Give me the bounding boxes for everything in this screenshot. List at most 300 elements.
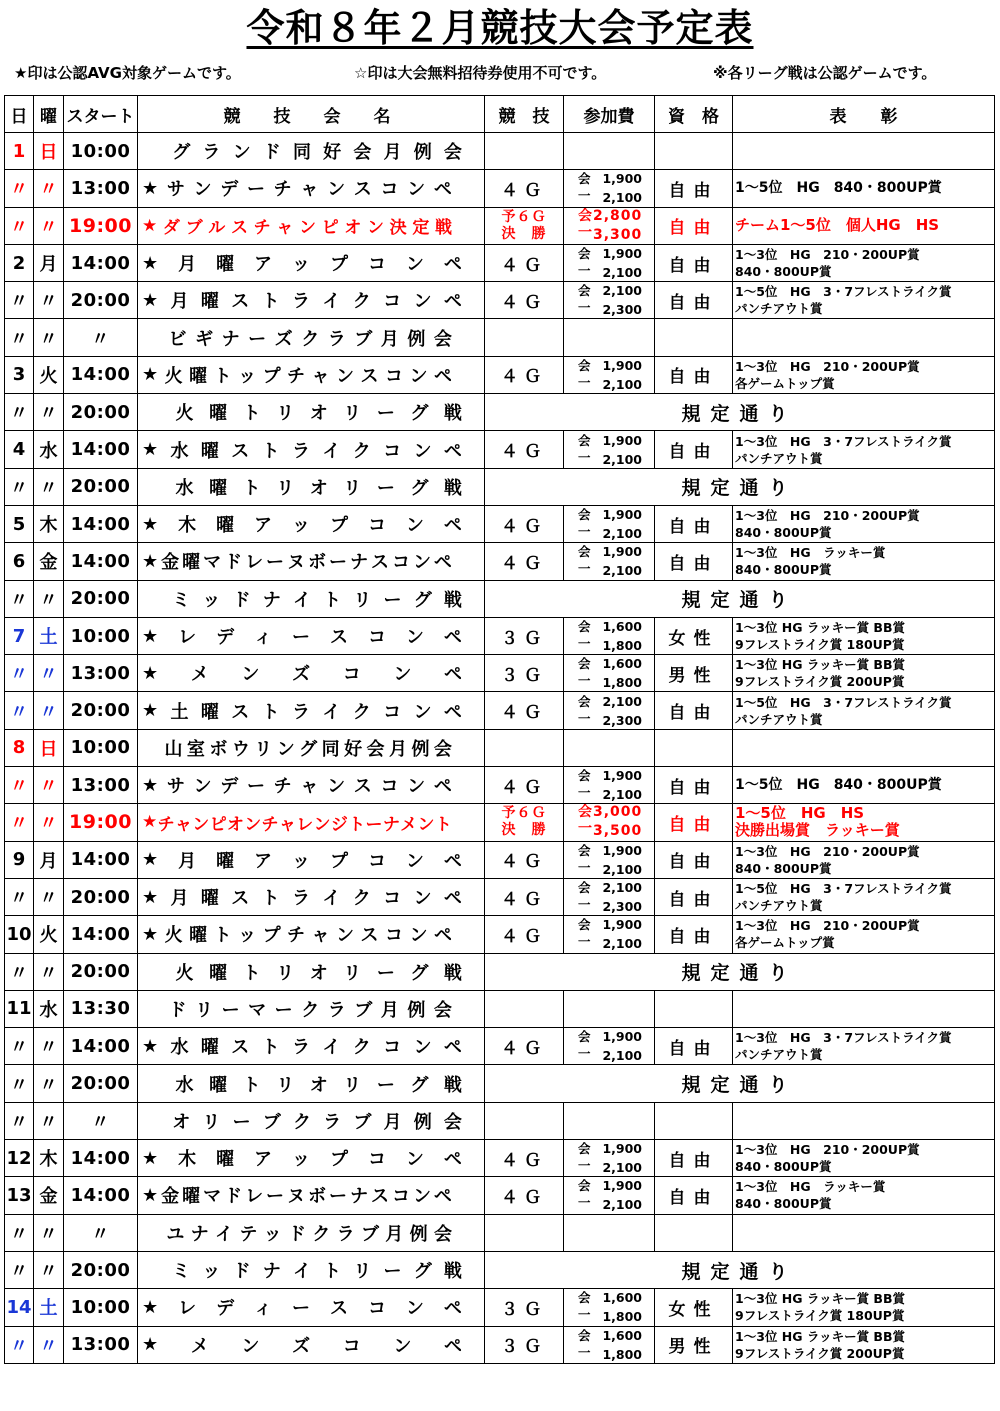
cell-day: 〃: [5, 804, 34, 841]
cell-start-time: 14:00: [64, 505, 138, 542]
game-count-line: ４Ｇ: [501, 703, 547, 724]
cell-awards: [733, 617, 995, 654]
cell-qualification: 自由: [655, 692, 733, 729]
fee-line: 会 1,900: [578, 357, 642, 373]
award-line: 1～5位 HG 840・800UP賞: [735, 179, 942, 196]
event-name-text: ★ 土 曜 ス ト ラ イ ク コ ン ペ: [142, 700, 462, 723]
cell-qualification: 男性: [655, 1326, 733, 1363]
award-line: 各ゲームトップ賞: [735, 375, 835, 391]
cell-game-count: [485, 431, 564, 468]
cell-game-count: [485, 1214, 564, 1251]
game-count-line: ４Ｇ: [501, 1150, 547, 1171]
event-name-text: グ ラ ン ド 同 好 会 月 例 会: [172, 142, 462, 164]
cell-start-time: 20:00: [64, 878, 138, 915]
cell-qualification: 自由: [655, 767, 733, 804]
cell-awards: [733, 1140, 995, 1177]
event-name-text: ★ 水 曜 ス ト ラ イ ク コ ン ペ: [142, 439, 462, 462]
cell-day: 9: [5, 841, 34, 878]
cell-day: 〃: [5, 655, 34, 692]
event-name-text: ミ ッ ド ナ イ ト リ ー グ 戦: [172, 1261, 462, 1283]
cell-qualification: 自由: [655, 356, 733, 393]
event-name-text: ★ メ ン ズ コ ン ペ: [142, 1334, 462, 1357]
cell-fee: [564, 1102, 655, 1139]
cell-weekday: 水: [34, 431, 64, 468]
table-row: [5, 990, 995, 1027]
game-count-line: ４Ｇ: [501, 1038, 547, 1059]
game-count-line: ４Ｇ: [501, 852, 547, 873]
table-row: [5, 1251, 995, 1288]
cell-day: 〃: [5, 1251, 34, 1288]
table-row: [5, 505, 995, 542]
fee-line: 会 2,100: [578, 693, 642, 709]
cell-weekday: 土: [34, 1289, 64, 1326]
note-official: ★印は公認AVG対象ゲームです。: [14, 64, 241, 82]
cell-day: 2: [5, 244, 34, 281]
cell-event-name: [138, 244, 485, 281]
header-cell: 競 技 会 名: [138, 96, 485, 133]
table-row: [5, 767, 995, 804]
cell-day: 〃: [5, 692, 34, 729]
cell-event-name: [138, 1326, 485, 1363]
cell-day: 3: [5, 356, 34, 393]
cell-weekday: 〃: [34, 767, 64, 804]
fee-line: 一 1,800: [578, 673, 642, 691]
table-row: [5, 356, 995, 393]
event-name-text: ★ 月 曜 ス ト ラ イ ク コ ン ペ: [142, 289, 462, 313]
table-row: [5, 729, 995, 766]
award-line: 各ゲームトップ賞: [735, 935, 835, 951]
cell-game-count: [485, 729, 564, 766]
cell-weekday: 〃: [34, 692, 64, 729]
event-name-text: 山 室 ボ ウ リ ン グ 同 好 会 月 例 会: [164, 738, 452, 760]
event-name-text: ミ ッ ド ナ イ ト リ ー グ 戦: [172, 589, 462, 611]
cell-fee: [564, 1289, 655, 1326]
fee-line: 会 1,600: [578, 1290, 642, 1306]
fee-line: 一 2,300: [578, 300, 642, 318]
game-count-line: 決 勝: [501, 225, 547, 242]
cell-day: 〃: [5, 1065, 34, 1102]
cell-weekday: 月: [34, 244, 64, 281]
cell-qualification: 自由: [655, 878, 733, 915]
cell-awards: [733, 133, 995, 170]
game-count-line: ３Ｇ: [501, 1299, 547, 1320]
cell-fee: [564, 282, 655, 319]
game-count-line: ４Ｇ: [501, 367, 547, 388]
award-line: 1～3位 HG ラッキー賞 BB賞: [735, 657, 905, 673]
fee-line: 会 1,900: [578, 1178, 642, 1194]
cell-fee: [564, 505, 655, 542]
cell-event-name: [138, 841, 485, 878]
cell-start-time: 14:00: [64, 916, 138, 953]
cell-day: 〃: [5, 468, 34, 505]
fee-line: 会 1,900: [578, 507, 642, 523]
table-row: [5, 282, 995, 319]
fee-line: 会 1,900: [578, 246, 642, 262]
cell-awards: [733, 1102, 995, 1139]
cell-fee: [564, 1326, 655, 1363]
fee-line: 一 1,800: [578, 636, 642, 653]
cell-fee: [564, 207, 655, 244]
cell-event-name: [138, 617, 485, 654]
cell-awards: [733, 804, 995, 841]
event-name-text: ★ 木 曜 ア ッ プ コ ン ペ: [142, 1147, 462, 1171]
cell-fee: [564, 878, 655, 915]
fee-line: 一 2,100: [578, 1158, 642, 1176]
cell-qualification: 男性: [655, 655, 733, 692]
cell-weekday: 〃: [34, 1102, 64, 1139]
cell-event-name: [138, 543, 485, 580]
cell-game-count: [485, 841, 564, 878]
cell-start-time: 19:00: [64, 804, 138, 841]
cell-fee: [564, 1140, 655, 1177]
cell-start-time: 20:00: [64, 394, 138, 431]
game-count-line: ４Ｇ: [501, 292, 547, 313]
cell-awards: [733, 1326, 995, 1363]
header-cell: 参加費: [564, 96, 655, 133]
award-line: 1～3位 HG 3・7フレストライク賞: [735, 1030, 952, 1046]
cell-awards: [733, 244, 995, 281]
cell-qualification: 自由: [655, 1028, 733, 1065]
cell-start-time: 14:00: [64, 543, 138, 580]
cell-day: 5: [5, 505, 34, 542]
event-name-text: 火 曜 ト リ オ リ ー グ 戦: [175, 403, 462, 425]
cell-awards: [733, 543, 995, 580]
award-line: 1～3位 HG 210・200UP賞: [735, 1142, 920, 1158]
cell-qualification: 自由: [655, 804, 733, 841]
game-count-line: 予６Ｇ: [501, 208, 547, 225]
cell-day: 〃: [5, 170, 34, 207]
fee-line: 一 2,100: [578, 561, 642, 579]
table-row: [5, 1326, 995, 1363]
cell-game-count: [485, 505, 564, 542]
table-row: [5, 655, 995, 692]
fee-line: 会 1,900: [578, 544, 642, 560]
table-row: [5, 1102, 995, 1139]
table-row: [5, 617, 995, 654]
cell-start-time: 20:00: [64, 580, 138, 617]
cell-qualification: [655, 990, 733, 1027]
award-line: 1～3位 HG ラッキー賞: [735, 545, 886, 561]
cell-day: 7: [5, 617, 34, 654]
schedule-table: [4, 95, 995, 1364]
table-row: [5, 804, 995, 841]
cell-start-time: 14:00: [64, 356, 138, 393]
cell-event-name: [138, 953, 485, 990]
fee-line: 会 2,100: [578, 880, 642, 896]
cell-qualification: 自由: [655, 916, 733, 953]
cell-event-name: [138, 878, 485, 915]
cell-game-count: [485, 133, 564, 170]
cell-awards: [733, 878, 995, 915]
award-line: 840・800UP賞: [735, 860, 832, 876]
award-line: 840・800UP賞: [735, 562, 832, 578]
table-row: [5, 1177, 995, 1214]
cell-event-name: [138, 692, 485, 729]
game-count-line: ４Ｇ: [501, 255, 547, 276]
game-count-line: ４Ｇ: [501, 926, 547, 947]
event-name-text: ★ 金 曜 マ ド レ ー ヌ ボ ー ナ ス コ ン ペ: [142, 1184, 452, 1208]
cell-start-time: 13:00: [64, 655, 138, 692]
cell-qualification: 自由: [655, 170, 733, 207]
cell-fee: [564, 1177, 655, 1214]
cell-day: 10: [5, 916, 34, 953]
notes-bar: [0, 62, 1000, 86]
game-count-line: ３Ｇ: [501, 1337, 547, 1358]
cell-fee: [564, 692, 655, 729]
cell-qualification: 自由: [655, 244, 733, 281]
cell-event-name: [138, 655, 485, 692]
event-name-text: ★ 木 曜 ア ッ プ コ ン ペ: [142, 513, 462, 537]
cell-event-name: [138, 1289, 485, 1326]
award-line: 840・800UP賞: [735, 525, 832, 541]
cell-event-name: [138, 729, 485, 766]
game-count-line: ４Ｇ: [501, 442, 547, 463]
cell-day: 12: [5, 1140, 34, 1177]
award-line: 840・800UP賞: [735, 1196, 832, 1212]
header-cell: スタート: [64, 96, 138, 133]
game-count-line: ４Ｇ: [501, 889, 547, 910]
table-row: [5, 170, 995, 207]
cell-game-count: [485, 1140, 564, 1177]
cell-game-count: [485, 1028, 564, 1065]
cell-rule: 規定通り: [485, 1251, 995, 1288]
fee-line: 会 1,900: [578, 1029, 642, 1045]
game-count-line: 決 勝: [501, 822, 547, 839]
cell-game-count: [485, 617, 564, 654]
event-name-text: ★ 月 曜 ス ト ラ イ ク コ ン ペ: [142, 886, 462, 910]
cell-weekday: 月: [34, 841, 64, 878]
cell-start-time: 20:00: [64, 953, 138, 990]
cell-rule: 規定通り: [485, 1065, 995, 1102]
fee-line: 会 2,800: [578, 207, 643, 224]
cell-day: 1: [5, 133, 34, 170]
cell-qualification: [655, 1214, 733, 1251]
cell-weekday: 〃: [34, 468, 64, 505]
cell-awards: [733, 1289, 995, 1326]
cell-rule: 規定通り: [485, 394, 995, 431]
cell-event-name: [138, 431, 485, 468]
cell-rule: 規定通り: [485, 953, 995, 990]
cell-weekday: 〃: [34, 1214, 64, 1251]
table-row: [5, 1289, 995, 1326]
header-row: [5, 96, 995, 133]
cell-start-time: 20:00: [64, 1251, 138, 1288]
cell-qualification: 自由: [655, 841, 733, 878]
event-name-text: ★ ダ ブ ル ス チ ャ ン ピ オ ン 決 定 戦: [142, 215, 452, 239]
cell-fee: [564, 1214, 655, 1251]
cell-start-time: 10:00: [64, 1289, 138, 1326]
cell-qualification: 自由: [655, 431, 733, 468]
cell-weekday: 日: [34, 729, 64, 766]
cell-weekday: 〃: [34, 394, 64, 431]
cell-start-time: 14:00: [64, 841, 138, 878]
cell-weekday: 〃: [34, 655, 64, 692]
award-line: 1～3位 HG 210・200UP賞: [735, 918, 920, 934]
cell-day: 6: [5, 543, 34, 580]
award-line: 840・800UP賞: [735, 1159, 832, 1175]
cell-game-count: [485, 1289, 564, 1326]
cell-start-time: 10:00: [64, 133, 138, 170]
cell-day: 11: [5, 990, 34, 1027]
fee-line: 一 1,800: [578, 1344, 642, 1362]
cell-awards: [733, 505, 995, 542]
award-line: パンチアウト賞: [735, 898, 823, 914]
cell-day: 〃: [5, 319, 34, 356]
cell-game-count: [485, 692, 564, 729]
award-line: 9フレストライク賞 180UP賞: [735, 637, 905, 652]
cell-day: 〃: [5, 878, 34, 915]
table-row: [5, 394, 995, 431]
cell-fee: [564, 916, 655, 953]
cell-event-name: [138, 990, 485, 1027]
cell-fee: [564, 617, 655, 654]
fee-line: 一 2,100: [578, 374, 642, 392]
cell-fee: [564, 655, 655, 692]
fee-line: 一 2,100: [578, 263, 642, 281]
cell-awards: [733, 431, 995, 468]
award-line: パンチアウト賞: [735, 1047, 823, 1063]
table-row: [5, 431, 995, 468]
cell-event-name: [138, 394, 485, 431]
cell-start-time: 10:00: [64, 729, 138, 766]
fee-line: 一 3,500: [578, 821, 643, 840]
cell-game-count: [485, 1177, 564, 1214]
fee-line: 一 2,100: [578, 1046, 642, 1064]
table-row: [5, 1065, 995, 1102]
cell-qualification: 自由: [655, 282, 733, 319]
event-name-text: ★ 金 曜 マ ド レ ー ヌ ボ ー ナ ス コ ン ペ: [142, 550, 452, 574]
cell-weekday: 〃: [34, 953, 64, 990]
cell-fee: [564, 990, 655, 1027]
cell-fee: [564, 841, 655, 878]
cell-game-count: [485, 1326, 564, 1363]
header-cell: 曜: [34, 96, 64, 133]
cell-start-time: 〃: [64, 1102, 138, 1139]
cell-fee: [564, 170, 655, 207]
cell-start-time: 20:00: [64, 468, 138, 505]
table-row: [5, 916, 995, 953]
cell-event-name: [138, 170, 485, 207]
cell-awards: [733, 319, 995, 356]
note-league: ※各リーグ戦は公認ゲームです。: [713, 64, 937, 82]
table-row: [5, 468, 995, 505]
cell-qualification: 女性: [655, 617, 733, 654]
fee-line: 会 2,100: [578, 283, 642, 299]
event-name-text: 火 曜 ト リ オ リ ー グ 戦: [175, 962, 462, 984]
cell-event-name: [138, 767, 485, 804]
award-line: パンチアウト賞: [735, 711, 823, 727]
table-row: [5, 841, 995, 878]
cell-event-name: [138, 1251, 485, 1288]
cell-qualification: [655, 729, 733, 766]
cell-weekday: 〃: [34, 878, 64, 915]
table-row: [5, 244, 995, 281]
cell-start-time: 14:00: [64, 1177, 138, 1214]
cell-fee: [564, 133, 655, 170]
cell-awards: [733, 1028, 995, 1065]
cell-awards: [733, 282, 995, 319]
cell-game-count: [485, 767, 564, 804]
game-count-line: ３Ｇ: [501, 628, 547, 649]
cell-game-count: [485, 244, 564, 281]
cell-awards: [733, 767, 995, 804]
cell-fee: [564, 431, 655, 468]
cell-weekday: 火: [34, 916, 64, 953]
cell-event-name: [138, 1028, 485, 1065]
header-cell: 表 彰: [733, 96, 995, 133]
cell-event-name: [138, 1214, 485, 1251]
game-count-line: ４Ｇ: [501, 516, 547, 537]
fee-line: 会 1,900: [578, 171, 642, 187]
cell-start-time: 〃: [64, 319, 138, 356]
cell-event-name: [138, 916, 485, 953]
cell-weekday: 火: [34, 356, 64, 393]
award-line: 1～3位 HG ラッキー賞 BB賞: [735, 620, 905, 635]
event-name-text: ビ ギ ナ ー ズ ク ラ ブ 月 例 会: [168, 328, 452, 350]
cell-game-count: [485, 1102, 564, 1139]
header-cell: 日: [5, 96, 34, 133]
award-line: 9フレストライク賞 200UP賞: [735, 674, 905, 690]
fee-line: 会 1,900: [578, 917, 642, 933]
cell-start-time: 13:00: [64, 170, 138, 207]
cell-fee: [564, 1028, 655, 1065]
cell-fee: [564, 319, 655, 356]
cell-rule: 規定通り: [485, 468, 995, 505]
cell-event-name: [138, 468, 485, 505]
award-line: 1～5位 HG 840・800UP賞: [735, 776, 942, 793]
cell-weekday: 〃: [34, 319, 64, 356]
cell-start-time: 14:00: [64, 244, 138, 281]
cell-weekday: 木: [34, 505, 64, 542]
cell-fee: [564, 543, 655, 580]
cell-event-name: [138, 133, 485, 170]
event-name-text: ユ ナ イ テ ッ ド ク ラ ブ 月 例 会: [166, 1223, 452, 1245]
event-name-text: ★ メ ン ズ コ ン ペ: [142, 662, 462, 686]
event-name-text: ド リ ー マ ー ク ラ ブ 月 例 会: [168, 999, 452, 1021]
cell-day: 14: [5, 1289, 34, 1326]
fee-line: 一 2,100: [578, 785, 642, 803]
award-line: 9フレストライク賞 180UP賞: [735, 1308, 905, 1324]
table-row: [5, 580, 995, 617]
cell-day: 〃: [5, 394, 34, 431]
event-name-text: ★ レ デ ィ ー ス コ ン ペ: [142, 1296, 462, 1320]
cell-event-name: [138, 282, 485, 319]
cell-game-count: [485, 804, 564, 841]
cell-start-time: 20:00: [64, 692, 138, 729]
cell-start-time: 14:00: [64, 1140, 138, 1177]
cell-day: 〃: [5, 953, 34, 990]
header-cell: 競 技: [485, 96, 564, 133]
cell-game-count: [485, 319, 564, 356]
cell-awards: [733, 1177, 995, 1214]
fee-line: 一 2,300: [578, 897, 642, 915]
game-count-line: 予６Ｇ: [501, 805, 547, 822]
cell-qualification: 自由: [655, 207, 733, 244]
game-count-line: ４Ｇ: [501, 1187, 547, 1208]
cell-weekday: 金: [34, 543, 64, 580]
fee-line: 会 1,900: [578, 432, 642, 448]
cell-awards: [733, 692, 995, 729]
table-row: [5, 692, 995, 729]
cell-event-name: [138, 1065, 485, 1102]
cell-rule: 規定通り: [485, 580, 995, 617]
award-line: 1～5位 HG HS: [735, 804, 865, 823]
table-row: [5, 207, 995, 244]
cell-event-name: [138, 1177, 485, 1214]
cell-awards: [733, 207, 995, 244]
cell-awards: [733, 990, 995, 1027]
award-line: 決勝出場賞 ラッキー賞: [735, 821, 900, 840]
